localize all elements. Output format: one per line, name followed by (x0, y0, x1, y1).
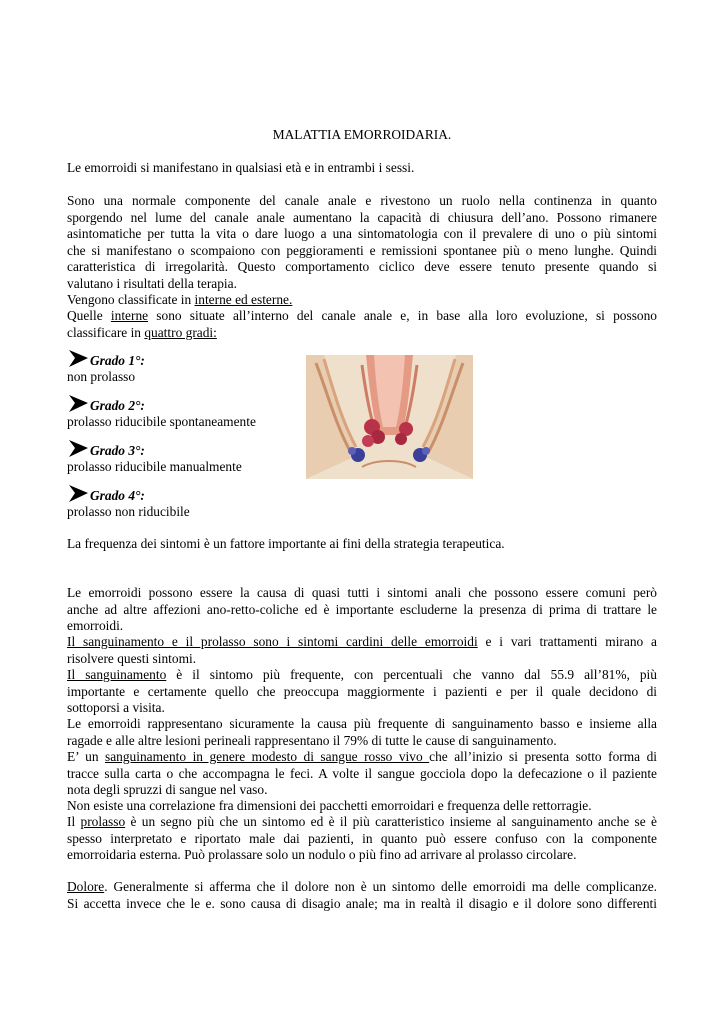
grade-item-3 (67, 437, 307, 476)
grade-label: Grado 3°: (90, 443, 145, 458)
text-line: Quelle interne sono situate all’interno del canale anale e, in base alla loro evoluzione, si possono (67, 308, 658, 323)
grade-item-4 (67, 482, 307, 521)
paragraph-cardinal-symptoms (67, 634, 657, 667)
text-line: Le emorroidi rappresentano sicuramente la causa più frequente di sanguinamento basso e insieme alla (67, 716, 657, 731)
underlined-text: prolasso (80, 814, 126, 829)
text-line: classificare in quattro gradi: (67, 324, 217, 340)
grade-description: prolasso non riducibile (67, 504, 190, 519)
arrow-bullet-icon (67, 482, 89, 504)
underlined-text: interne ed esterne. (194, 292, 293, 307)
text-line: Il prolasso è un segno più che un sintomo ed è il più caratteristico insieme al sanguinamento anche se è (67, 814, 657, 829)
text-line: asintomatiche per tutta la vita o dare luogo a una sintomatologia con il prevalere di uno o più sintomi (67, 226, 657, 241)
text-line: che si manifestano o scompaiono con peggioramenti e remissioni spontanee più o meno lunghe. Quindi (67, 242, 657, 258)
underlined-text: interne (110, 308, 149, 323)
anal-canal-illustration-icon (306, 355, 473, 479)
text-line: E’ un sanguinamento in genere modesto di sangue rosso vivo che all’inizio si presenta sotto forma di (67, 749, 657, 764)
text-line: Dolore. Generalmente si afferma che il dolore non è un sintomo delle emorroidi ma delle complicanze. (67, 879, 657, 894)
arrow-bullet-icon (67, 392, 89, 414)
text-line: sporgendo nel lume del canale anale aumentano la capacità di chiusura dell’ano. Possono rimanere (67, 209, 657, 225)
paragraph-frequency: La frequenza dei sintomi è un fattore importante ai fini della strategia terapeutica. (67, 536, 505, 551)
grade-label: Grado 4°: (90, 488, 145, 503)
arrow-bullet-icon (67, 347, 89, 369)
underlined-text: quattro gradi: (144, 324, 217, 340)
text-line: emorroidaria esterna. Può prolassare solo un nodulo o più fino ad arrivare al prolasso circolare. (67, 847, 577, 862)
text-line: risolvere questi sintomi. (67, 650, 197, 666)
text-line: Il sanguinamento è il sintomo più frequente, con percentuali che vanno dal 55.9 all’81%, più (67, 667, 657, 682)
underlined-text: Il sanguinamento e il prolasso sono i sintomi cardini delle emorroidi (67, 634, 478, 649)
text-line: tracce sulla carta o che accompagna le feci. A volte il sangue gocciola dopo la defecazione o il paziente (67, 765, 657, 781)
underlined-text: sanguinamento in genere modesto di sangue rosso vivo (105, 749, 430, 764)
text-line: valutano i risultati della terapia. (67, 275, 237, 291)
paragraph-pain (67, 879, 657, 912)
paragraph-description (67, 193, 657, 292)
paragraph-bleeding (67, 667, 657, 717)
text-line: ragade e alle altre lesioni perineali rappresentano il 79% di tutte le cause di sanguinamento. (67, 732, 557, 748)
paragraph-internal (67, 308, 657, 341)
text-line: Le emorroidi possono essere la causa di quasi tutti i sintomi anali che possono essere comuni però (67, 585, 657, 600)
text-line: spesso interpretato e riportato male dai pazienti, in quanto può essere confuso con la componente (67, 830, 657, 846)
paragraph-correlation: Non esiste una correlazione fra dimensioni dei pacchetti emorroidari e frequenza delle rettorragie. (67, 798, 592, 813)
text-line: Sono una normale componente del canale anale e rivestono un ruolo nella continenza in quanto (67, 193, 657, 208)
grade-item-1 (67, 347, 307, 386)
paragraph-bleeding-type (67, 749, 657, 799)
paragraph-intro: Le emorroidi si manifestano in qualsiasi età e in entrambi i sessi. (67, 160, 415, 175)
grade-description: non prolasso (67, 369, 136, 384)
text-line: Il sanguinamento e il prolasso sono i sintomi cardini delle emorroidi e i vari trattamenti mirano a (67, 634, 657, 649)
underlined-text: Il sanguinamento (67, 667, 167, 682)
text-line: Si accetta invece che le e. sono causa di disagio anale; ma in realtà il disagio e il dolore sono differenti (67, 895, 657, 911)
paragraph-symptoms (67, 585, 657, 635)
text-line: nota degli spruzzi di sangue nel vaso. (67, 782, 268, 797)
text-line: importante e certamente quello che preoccupa maggiormente i pazienti e per il quale decidono di (67, 683, 657, 699)
paragraph-classification: Vengono classificate in interne ed esterne. (67, 292, 293, 307)
arrow-bullet-icon (67, 437, 89, 459)
paragraph-prolapse (67, 814, 657, 864)
underlined-text: Dolore (67, 879, 105, 894)
text-line: sottoporsi a visita. (67, 700, 165, 715)
grade-description: prolasso riducibile spontaneamente (67, 414, 256, 429)
text-line: anche ad altre affezioni ano-retto-coliche ed è importante escluderne la presenza di prima di trattare le (67, 601, 657, 617)
grade-item-2 (67, 392, 307, 431)
grade-label: Grado 1°: (90, 353, 145, 368)
grade-label: Grado 2°: (90, 398, 145, 413)
grade-description: prolasso riducibile manualmente (67, 459, 242, 474)
document-title: MALATTIA EMORROIDARIA. (272, 127, 452, 142)
text-line: emorroidi. (67, 618, 124, 633)
paragraph-bleeding-cause (67, 716, 657, 749)
text-line: caratteristica di irregolarità. Questo comportamento ciclico deve essere tenuto presente quando si (67, 259, 657, 274)
